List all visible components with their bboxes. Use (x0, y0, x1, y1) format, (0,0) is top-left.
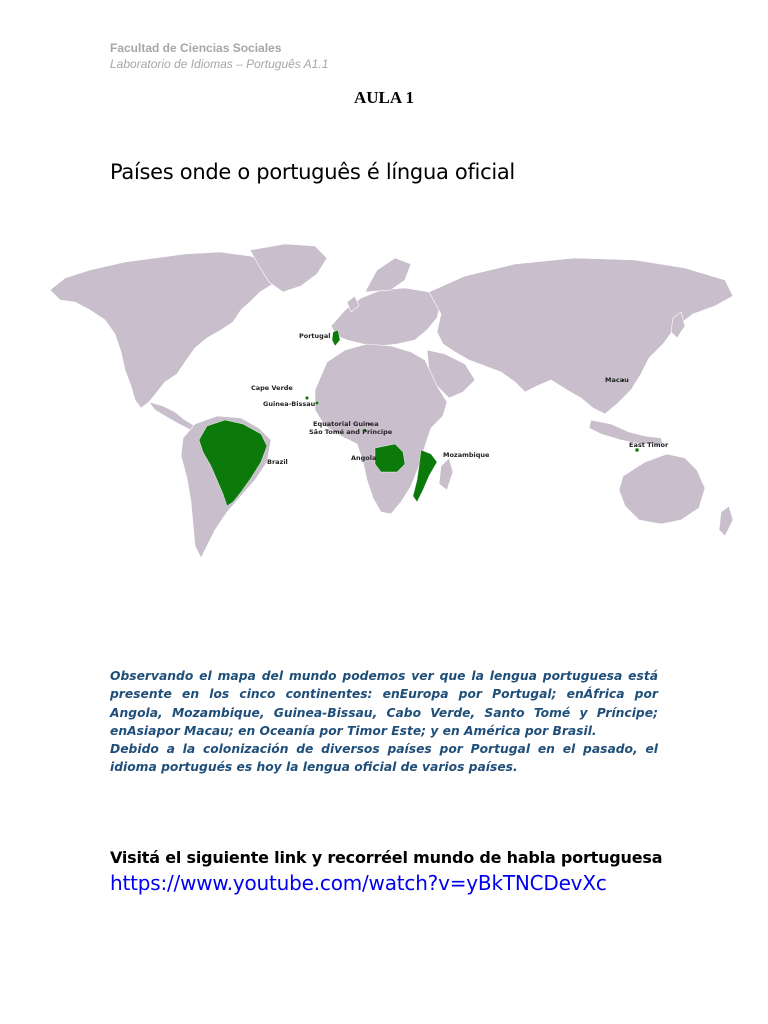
header-faculty: Facultad de Ciencias Sociales (110, 41, 282, 55)
description-p1: Observando el mapa del mundo podemos ver que la lengua portuguesa está presente en los cinco continentes: enEuropa por Portugal; enÁfrica por Angola, Mozambique, Guinea-Bissau, Cabo Verde, Santo Tomé y Príncipe; enAsiapor Macau; en Oceanía por Timor Este; y en América por Brasil. (110, 669, 658, 738)
label-brazil: Brazil (267, 458, 288, 466)
world-map (45, 240, 735, 560)
central-america-land (149, 402, 195, 430)
madagascar-land (439, 458, 453, 490)
scandinavia-land (365, 258, 411, 292)
label-sao-tome: São Tomé and Principe (309, 428, 393, 436)
label-mozambique: Mozambique (443, 451, 490, 459)
label-macau: Macau (605, 376, 629, 384)
lesson-title: AULA 1 (354, 88, 414, 107)
guinea-bissau-dot (315, 401, 319, 405)
label-east-timor: East Timor (629, 441, 669, 449)
europe-land (331, 288, 441, 346)
label-portugal: Portugal (299, 332, 331, 340)
north-america-land (50, 252, 285, 408)
visit-instruction: Visitá el siguiente link y recorréel mundo de habla portuguesa (110, 848, 663, 867)
australia-land (619, 454, 705, 524)
header-lab: Laboratorio de Idiomas – Português A1.1 (110, 57, 329, 71)
new-zealand-land (719, 506, 733, 536)
description-p2: Debido a la colonización de diversos países por Portugal en el pasado, el idioma portugués es hoy la lengua oficial de varios países. (110, 742, 658, 775)
description-paragraph (110, 667, 658, 777)
label-guinea-bissau: Guinea-Bissau (263, 400, 316, 408)
label-equatorial-guinea: Equatorial Guinea (313, 420, 379, 428)
label-angola: Angola (351, 454, 377, 462)
asia-land (429, 258, 733, 414)
label-cape-verde: Cape Verde (251, 384, 293, 392)
youtube-link[interactable]: https://www.youtube.com/watch?v=yBkTNCDevXc (110, 871, 607, 895)
page-heading: Países onde o português é língua oficial (110, 160, 515, 184)
